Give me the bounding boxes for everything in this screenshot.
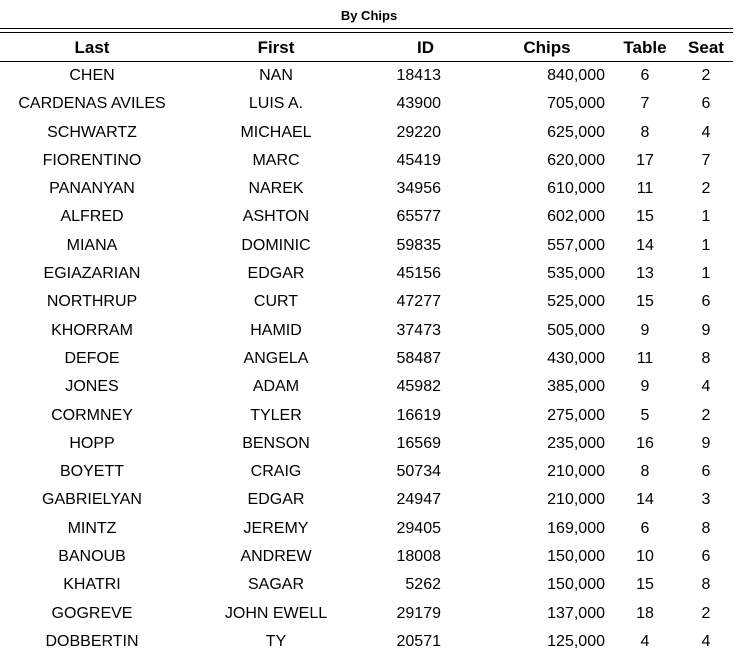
- cell-id: 59835: [396, 236, 441, 254]
- cell-chips: 137,000: [547, 604, 605, 622]
- column-header-table: Table: [623, 38, 667, 57]
- cell-id: 43900: [396, 95, 441, 113]
- table-row: [0, 515, 733, 543]
- cell-id: 16619: [396, 406, 441, 424]
- cell-last: GOGREVE: [51, 604, 133, 622]
- cell-seat: 8: [701, 349, 711, 367]
- cell-table: 17: [636, 151, 654, 169]
- cell-first: TYLER: [250, 406, 302, 424]
- sheet-caption: By Chips: [340, 8, 398, 23]
- cell-first: NAN: [259, 67, 293, 84]
- cell-last: DOBBERTIN: [45, 632, 139, 650]
- cell-id: 58487: [396, 349, 441, 367]
- cell-id: 65577: [396, 208, 441, 226]
- table-row: [0, 90, 733, 118]
- table-row: [0, 373, 733, 401]
- cell-chips: 210,000: [547, 463, 605, 481]
- cell-chips: 150,000: [547, 576, 605, 594]
- table-row: [0, 288, 733, 316]
- cell-seat: 1: [701, 208, 711, 226]
- cell-last: CHEN: [69, 67, 115, 84]
- table-row: [0, 543, 733, 571]
- cell-last: KHORRAM: [51, 321, 133, 339]
- cell-first: TY: [265, 632, 287, 650]
- cell-last: BANOUB: [58, 548, 126, 566]
- header-row: [0, 34, 733, 62]
- cell-last: ALFRED: [60, 208, 124, 226]
- cell-chips: 505,000: [547, 321, 605, 339]
- cell-table: 11: [636, 180, 654, 198]
- cell-last: FIORENTINO: [42, 151, 142, 169]
- cell-id: 18413: [396, 67, 441, 84]
- table-row: [0, 571, 733, 599]
- cell-chips: 610,000: [547, 180, 605, 198]
- table-row: [0, 147, 733, 175]
- cell-seat: 1: [701, 265, 711, 283]
- cell-id: 29405: [396, 519, 441, 537]
- cell-seat: 2: [701, 406, 711, 424]
- cell-id: 29179: [396, 604, 441, 622]
- cell-id: 45419: [396, 151, 441, 169]
- column-header-id: ID: [417, 38, 434, 57]
- cell-id: 5262: [405, 576, 441, 594]
- table-row: [0, 486, 733, 514]
- cell-table: 6: [640, 519, 650, 537]
- cell-seat: 4: [701, 632, 711, 650]
- cell-table: 15: [636, 208, 654, 226]
- cell-last: MINTZ: [67, 519, 117, 537]
- cell-seat: 1: [701, 236, 711, 254]
- cell-chips: 125,000: [547, 632, 605, 650]
- column-header-chips: Chips: [523, 38, 571, 57]
- cell-first: CRAIG: [250, 463, 302, 481]
- cell-last: MIANA: [66, 236, 118, 254]
- table-row: [0, 317, 733, 345]
- cell-first: EDGAR: [247, 491, 305, 509]
- cell-seat: 2: [701, 180, 711, 198]
- cell-chips: 535,000: [547, 265, 605, 283]
- cell-seat: 4: [701, 123, 711, 141]
- cell-table: 7: [640, 95, 650, 113]
- cell-seat: 2: [701, 67, 711, 84]
- cell-chips: 705,000: [547, 95, 605, 113]
- cell-table: 16: [636, 434, 654, 452]
- cell-first: JEREMY: [243, 519, 309, 537]
- cell-id: 45156: [396, 265, 441, 283]
- cell-table: 15: [636, 576, 654, 594]
- cell-table: 14: [636, 236, 654, 254]
- cell-first: NAREK: [248, 180, 304, 198]
- cell-seat: 8: [701, 576, 711, 594]
- cell-id: 16569: [396, 434, 441, 452]
- table-row: [0, 402, 733, 430]
- cell-table: 5: [640, 406, 650, 424]
- cell-last: BOYETT: [59, 463, 124, 481]
- cell-first: MICHAEL: [240, 123, 312, 141]
- cell-seat: 9: [701, 321, 711, 339]
- cell-id: 47277: [396, 293, 441, 311]
- cell-first: ASHTON: [242, 208, 310, 226]
- chip-count-table: [0, 34, 733, 656]
- cell-chips: 275,000: [547, 406, 605, 424]
- cell-last: KHATRI: [63, 576, 121, 594]
- cell-id: 37473: [396, 321, 441, 339]
- cell-last: HOPP: [69, 434, 115, 452]
- cell-chips: 385,000: [547, 378, 605, 396]
- table-row: [0, 232, 733, 260]
- table-row: [0, 119, 733, 147]
- cell-chips: 525,000: [547, 293, 605, 311]
- cell-table: 13: [636, 265, 654, 283]
- cell-id: 18008: [396, 548, 441, 566]
- cell-first: MARC: [252, 151, 300, 169]
- table-row: [0, 345, 733, 373]
- cell-first: ANGELA: [243, 349, 309, 367]
- table-body: [0, 62, 733, 657]
- cell-last: PANANYAN: [49, 180, 135, 198]
- cell-table: 10: [636, 548, 654, 566]
- cell-chips: 169,000: [547, 519, 605, 537]
- header-rule-bottom: [0, 32, 733, 33]
- cell-id: 34956: [396, 180, 441, 198]
- cell-id: 50734: [396, 463, 441, 481]
- cell-last: NORTHRUP: [46, 293, 138, 311]
- cell-table: 6: [640, 67, 650, 84]
- table-row: [0, 62, 733, 91]
- cell-id: 29220: [396, 123, 441, 141]
- cell-seat: 6: [701, 463, 711, 481]
- cell-table: 14: [636, 491, 654, 509]
- cell-last: DEFOE: [64, 349, 120, 367]
- cell-chips: 210,000: [547, 491, 605, 509]
- cell-chips: 430,000: [547, 349, 605, 367]
- cell-first: CURT: [253, 293, 299, 311]
- table-row: [0, 600, 733, 628]
- cell-first: EDGAR: [247, 265, 305, 283]
- cell-chips: 150,000: [547, 548, 605, 566]
- column-header-first: First: [257, 38, 295, 57]
- table-row: [0, 628, 733, 656]
- cell-table: 15: [636, 293, 654, 311]
- cell-table: 4: [640, 632, 650, 650]
- table-row: [0, 430, 733, 458]
- cell-first: ADAM: [252, 378, 300, 396]
- cell-id: 24947: [396, 491, 441, 509]
- column-header-seat: Seat: [688, 38, 724, 57]
- cell-seat: 2: [701, 604, 711, 622]
- table-row: [0, 203, 733, 231]
- cell-seat: 8: [701, 519, 711, 537]
- cell-table: 9: [640, 378, 650, 396]
- table-row: [0, 458, 733, 486]
- cell-first: HAMID: [250, 321, 302, 339]
- cell-id: 20571: [396, 632, 441, 650]
- cell-first: SAGAR: [247, 576, 304, 594]
- cell-table: 11: [636, 349, 654, 367]
- cell-chips: 620,000: [547, 151, 605, 169]
- cell-table: 8: [640, 463, 650, 481]
- cell-seat: 6: [701, 293, 711, 311]
- cell-table: 8: [640, 123, 650, 141]
- cell-chips: 625,000: [547, 123, 605, 141]
- cell-chips: 840,000: [547, 67, 605, 84]
- cell-last: CARDENAS AVILES: [18, 95, 166, 113]
- cell-seat: 6: [701, 548, 711, 566]
- table-row: [0, 175, 733, 203]
- cell-chips: 235,000: [547, 434, 605, 452]
- cell-last: EGIAZARIAN: [43, 265, 141, 283]
- cell-chips: 602,000: [547, 208, 605, 226]
- cell-last: GABRIELYAN: [42, 491, 142, 509]
- cell-seat: 3: [701, 491, 711, 509]
- cell-first: LUIS A.: [248, 95, 304, 113]
- cell-table: 9: [640, 321, 650, 339]
- cell-first: BENSON: [242, 434, 310, 452]
- cell-chips: 557,000: [547, 236, 605, 254]
- cell-id: 45982: [396, 378, 441, 396]
- cell-seat: 7: [701, 151, 711, 169]
- cell-last: JONES: [65, 378, 119, 396]
- header-rule-top: [0, 28, 733, 29]
- cell-last: SCHWARTZ: [47, 123, 137, 141]
- cell-first: DOMINIC: [241, 236, 311, 254]
- cell-first: JOHN EWELL: [224, 604, 328, 622]
- cell-seat: 9: [701, 434, 711, 452]
- column-header-last: Last: [74, 38, 110, 57]
- cell-last: CORMNEY: [51, 406, 133, 424]
- cell-seat: 6: [701, 95, 711, 113]
- cell-table: 18: [636, 604, 654, 622]
- cell-seat: 4: [701, 378, 711, 396]
- table-row: [0, 260, 733, 288]
- cell-first: ANDREW: [240, 548, 312, 566]
